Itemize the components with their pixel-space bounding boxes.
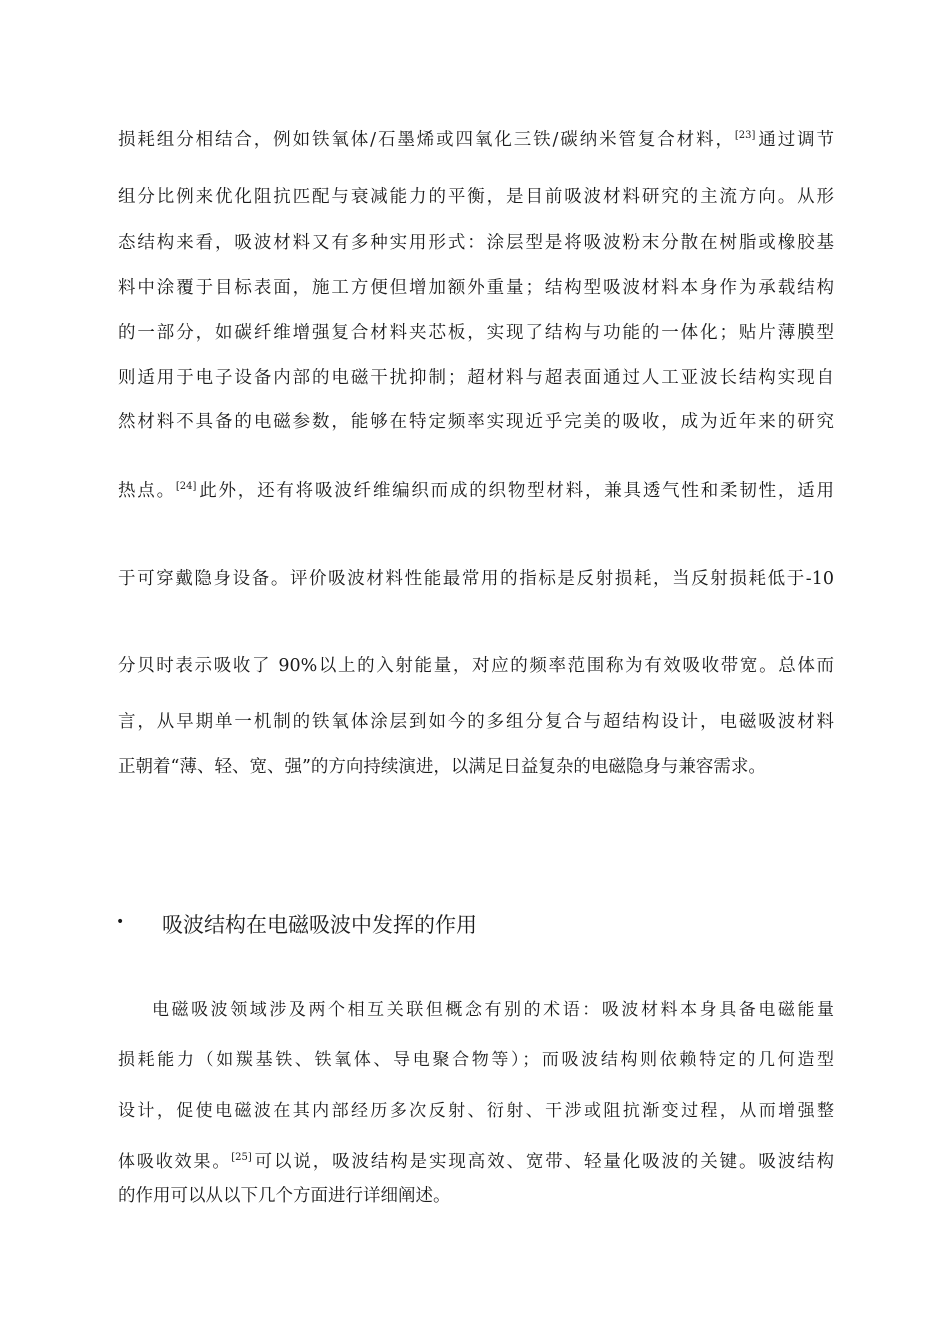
paragraph-line: 态结构来看，吸波材料又有多种实用形式：涂层型是将吸波粉末分散在树脂或橡胶基 [118, 233, 834, 253]
paragraph-line: 设计，促使电磁波在其内部经历多次反射、衍射、干涉或阻抗渐变过程，从而增强整 [118, 1101, 834, 1121]
citation-ref: [24] [175, 481, 197, 493]
text-run: 损耗组分相结合，例如铁氧体/石墨烯或四氧化三铁/碳纳米管复合材料， [118, 130, 735, 150]
paragraph-line: 的一部分，如碳纤维增强复合材料夹芯板，实现了结构与功能的一体化；贴片薄膜型 [118, 323, 834, 343]
paragraph-line: 组分比例来优化阻抗匹配与衰减能力的平衡，是目前吸波材料研究的主流方向。从形 [118, 187, 834, 207]
paragraph-line [118, 128, 834, 152]
text-run: 热点。 [118, 481, 176, 501]
paragraph-line: 则适用于电子设备内部的电磁干扰抑制；超材料与超表面通过人工亚波长结构实现自 [118, 368, 834, 388]
bullet-marker: • [116, 914, 125, 930]
section-heading: 吸波结构在电磁吸波中发挥的作用 [162, 913, 477, 937]
text-run: 此外，还有将吸波纤维编织而成的织物型材料，兼具透气性和柔韧性，适用 [197, 481, 835, 501]
paragraph-line: 分贝时表示吸收了 90%以上的入射能量，对应的频率范围称为有效吸收带宽。总体而 [118, 656, 834, 676]
paragraph-line: 料中涂覆于目标表面，施工方便但增加额外重量；结构型吸波材料本身作为承载结构 [118, 278, 834, 298]
paragraph-line: 正朝着“薄、轻、宽、强”的方向持续演进，以满足日益复杂的电磁隐身与兼容需求。 [118, 757, 766, 777]
paragraph-line [118, 479, 834, 503]
paragraph-line [118, 1150, 834, 1174]
text-run: 体吸收效果。 [118, 1152, 232, 1172]
paragraph-line: 损耗能力（如羰基铁、铁氧体、导电聚合物等）；而吸波结构则依赖特定的几何造型 [118, 1050, 834, 1070]
paragraph-line: 的作用可以从以下几个方面进行详细阐述。 [118, 1186, 451, 1206]
citation-ref: [23] [734, 130, 756, 142]
paragraph-line: 电磁吸波领域涉及两个相互关联但概念有别的术语：吸波材料本身具备电磁能量 [152, 1000, 834, 1020]
paragraph-line: 于可穿戴隐身设备。评价吸波材料性能最常用的指标是反射损耗，当反射损耗低于-10 [118, 569, 834, 589]
text-run: 可以说，吸波结构是实现高效、宽带、轻量化吸波的关键。吸波结构 [252, 1152, 835, 1172]
text-run: 通过调节 [756, 130, 835, 150]
citation-ref: [25] [231, 1152, 252, 1164]
paragraph-line: 言，从早期单一机制的铁氧体涂层到如今的多组分复合与超结构设计，电磁吸波材料 [118, 712, 834, 732]
paragraph-line: 然材料不具备的电磁参数，能够在特定频率实现近乎完美的吸收，成为近年来的研究 [118, 412, 834, 432]
